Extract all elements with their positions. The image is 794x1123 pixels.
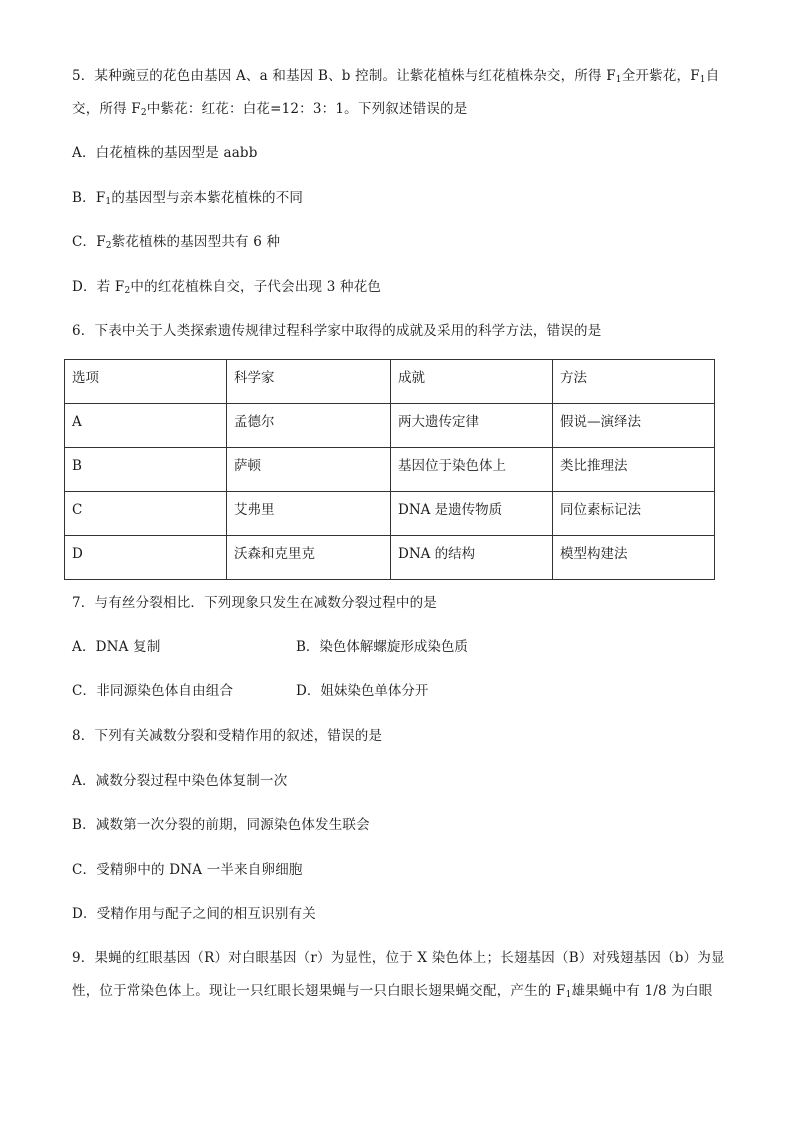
text: 交，所得 F xyxy=(72,101,141,117)
table-cell: 假说—演绎法 xyxy=(553,404,715,448)
q8-option-d: D．受精作用与配子之间的相互识别有关 xyxy=(72,906,316,922)
q5-option-a: A．白花植株的基因型是 aabb xyxy=(72,145,258,161)
text: B．F xyxy=(72,190,106,206)
q6-stem: 6．下表中关于人类探索遗传规律过程科学家中取得的成就及采用的科学方法，错误的是 xyxy=(72,323,602,339)
q5-stem-line2 xyxy=(72,99,467,119)
table-header-cell: 成就 xyxy=(391,360,553,404)
q8-stem: 8．下列有关减数分裂和受精作用的叙述，错误的是 xyxy=(72,728,383,744)
q5-option-d xyxy=(72,277,381,297)
subscript: 1 xyxy=(105,197,112,207)
table-cell: 同位素标记法 xyxy=(553,492,715,536)
subscript: 1 xyxy=(565,990,572,1000)
q9-stem-line2 xyxy=(72,981,712,1001)
table-cell: DNA 是遗传物质 xyxy=(391,492,553,536)
table-row xyxy=(65,404,715,448)
text: C．F xyxy=(72,234,106,250)
q6-table xyxy=(64,359,715,580)
subscript: 2 xyxy=(105,241,112,251)
table-cell: C xyxy=(65,492,227,536)
table-cell: DNA 的结构 xyxy=(391,536,553,580)
text: 性，位于常染色体上。现让一只红眼长翅果蝇与一只白眼长翅果蝇交配，产生的 F xyxy=(72,983,566,999)
table-cell: D xyxy=(65,536,227,580)
q7-option-a: A．DNA 复制 xyxy=(72,639,161,655)
q8-option-a: A．减数分裂过程中染色体复制一次 xyxy=(72,773,288,789)
table-header-cell: 选项 xyxy=(65,360,227,404)
q7-option-b: B．染色体解螺旋形成染色质 xyxy=(296,639,468,655)
table-header-cell: 方法 xyxy=(553,360,715,404)
q7-option-d: D．姐妹染色单体分开 xyxy=(296,683,429,699)
q9-stem-line1: 9．果蝇的红眼基因（R）对白眼基因（r）为显性，位于 X 染色体上；长翅基因（B）对残翅基因（b）为显 xyxy=(72,950,725,966)
table-cell: 沃森和克里克 xyxy=(227,536,391,580)
table-row xyxy=(65,536,715,580)
table-cell: 艾弗里 xyxy=(227,492,391,536)
q5-option-b xyxy=(72,188,303,208)
subscript: 1 xyxy=(615,75,622,85)
table-cell: 模型构建法 xyxy=(553,536,715,580)
table-row xyxy=(65,492,715,536)
subscript: 2 xyxy=(124,286,131,296)
text: 中的红花植株自交，子代会出现 3 种花色 xyxy=(130,279,382,295)
table-row xyxy=(65,448,715,492)
table-header-cell: 科学家 xyxy=(227,360,391,404)
text: 的基因型与亲本紫花植株的不同 xyxy=(111,190,304,206)
table-cell: B xyxy=(65,448,227,492)
table-cell: A xyxy=(65,404,227,448)
table-cell: 两大遗传定律 xyxy=(391,404,553,448)
table-cell: 萨顿 xyxy=(227,448,391,492)
text: 紫花植株的基因型共有 6 种 xyxy=(111,234,281,250)
text: 雄果蝇中有 1/8 为白眼 xyxy=(571,983,713,999)
table-cell: 孟德尔 xyxy=(227,404,391,448)
q8-option-c: C．受精卵中的 DNA 一半来自卵细胞 xyxy=(72,862,303,878)
table-header-row xyxy=(65,360,715,404)
table-cell: 基因位于染色体上 xyxy=(391,448,553,492)
q7-stem: 7．与有丝分裂相比．下列现象只发生在减数分裂过程中的是 xyxy=(72,595,437,611)
text: 自 xyxy=(705,68,720,84)
table-cell: 类比推理法 xyxy=(553,448,715,492)
text: 中紫花：红花：白花=12：3：1。下列叙述错误的是 xyxy=(146,101,468,117)
subscript: 2 xyxy=(140,108,147,118)
q8-option-b: B．减数第一次分裂的前期，同源染色体发生联会 xyxy=(72,817,370,833)
q5-option-c xyxy=(72,232,280,252)
subscript: 1 xyxy=(699,75,706,85)
q7-option-c: C．非同源染色体自由组合 xyxy=(72,683,234,699)
text: D．若 F xyxy=(72,279,125,295)
text: 全开紫花，F xyxy=(621,68,700,84)
text: 5．某种豌豆的花色由基因 A、a 和基因 B、b 控制。让紫花植株与红花植株杂交，所得 F xyxy=(72,68,616,84)
q5-stem-line1 xyxy=(72,66,719,86)
